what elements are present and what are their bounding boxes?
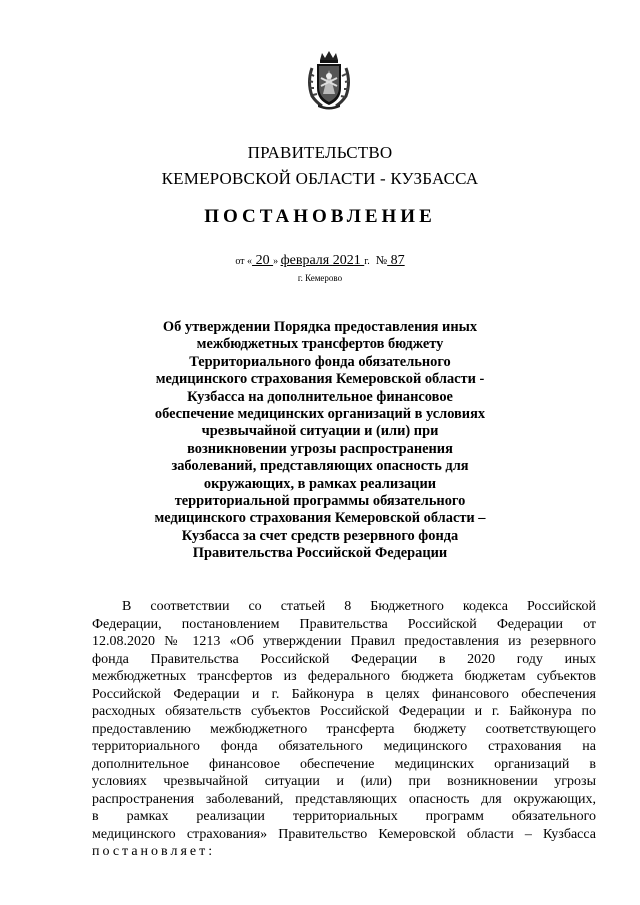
number-sign: № [375, 253, 388, 267]
government-name-line2: КЕМЕРОВСКОЙ ОБЛАСТИ - КУЗБАССА [161, 169, 479, 188]
heading-line: окружающих, в рамках реализации [203, 475, 437, 492]
date-prefix: от « [235, 256, 253, 267]
heading-line: Территориального фонда обязательного [189, 353, 451, 370]
body-line: медицинского страхования» Правительство Кемеровской области – Кузбасса [92, 826, 596, 842]
body-line: Российской Федерации и г. Байконура в целях финансового обеспечения [92, 686, 596, 702]
heading-line: межбюджетных трансфертов бюджету [196, 336, 444, 353]
body-line: территориального фонда обязательного медицинского страхования на [92, 739, 596, 754]
heading-line: территориальной программы обязательного [174, 493, 466, 510]
document-heading [130, 319, 510, 563]
date-year-suffix: г. [364, 256, 370, 267]
body-line-resolves: постановляет: [92, 844, 216, 859]
coat-of-arms-icon [306, 50, 352, 110]
body-line: предоставлению межбюджетного трансферта бюджету соответствующего [92, 721, 596, 737]
heading-line: медицинского страхования Кемеровской области - [155, 371, 485, 388]
government-name-line1: ПРАВИТЕЛЬСТВО [247, 143, 393, 162]
body-line: Федерации, постановлением Правительства Российской Федерации от [92, 616, 596, 632]
heading-line: заболеваний, представляющих опасность для [171, 458, 469, 475]
date-separator: » [273, 256, 281, 267]
body-line: 12.08.2020 № 1213 «Об утверждении Правил предоставления из резервного [92, 634, 596, 649]
date-month-year: февраля 2021 [280, 253, 365, 268]
heading-line: Правительства Российской Федерации [192, 545, 448, 562]
document-type-title: ПОСТАНОВЛЕНИЕ [204, 206, 436, 227]
body-line: фонда Правительства Российской Федерации в 2020 году иных [92, 651, 596, 667]
heading-line: возникновении угрозы распространения [187, 440, 453, 457]
city-label: г. Кемерово [297, 273, 343, 283]
body-line: расходных обязательств субъектов Российской Федерации и г. Байконура по [92, 704, 596, 719]
document-number: 87 [387, 253, 405, 268]
body-line: в рамках реализации территориальных программ обязательного [92, 809, 596, 824]
document-dateline [0, 253, 640, 269]
body-line: межбюджетных трансфертов из федерального бюджета бюджетам субъектов [92, 669, 596, 684]
heading-line: обеспечение медицинских организаций в условиях [154, 406, 486, 423]
heading-line: Кузбасса на дополнительное финансовое [187, 388, 453, 405]
date-day: 20 [252, 253, 274, 268]
body-line: распространения заболеваний, представляющих опасность для окружающих, [92, 791, 596, 807]
heading-line: медицинского страхования Кемеровской области – [154, 510, 486, 527]
body-line: В соответствии со статьей 8 Бюджетного кодекса Российской [122, 599, 596, 614]
body-paragraph [92, 598, 596, 861]
heading-line: Кузбасса за счет средств резервного фонда [181, 527, 459, 544]
body-line: дополнительное финансовое обеспечение медицинских организаций в [92, 756, 596, 772]
body-line: условиях чрезвычайной ситуации и (или) при возникновении угрозы [92, 774, 596, 789]
heading-line: Об утверждении Порядка предоставления иных [162, 319, 478, 335]
heading-line: чрезвычайной ситуации и (или) при [201, 423, 439, 440]
